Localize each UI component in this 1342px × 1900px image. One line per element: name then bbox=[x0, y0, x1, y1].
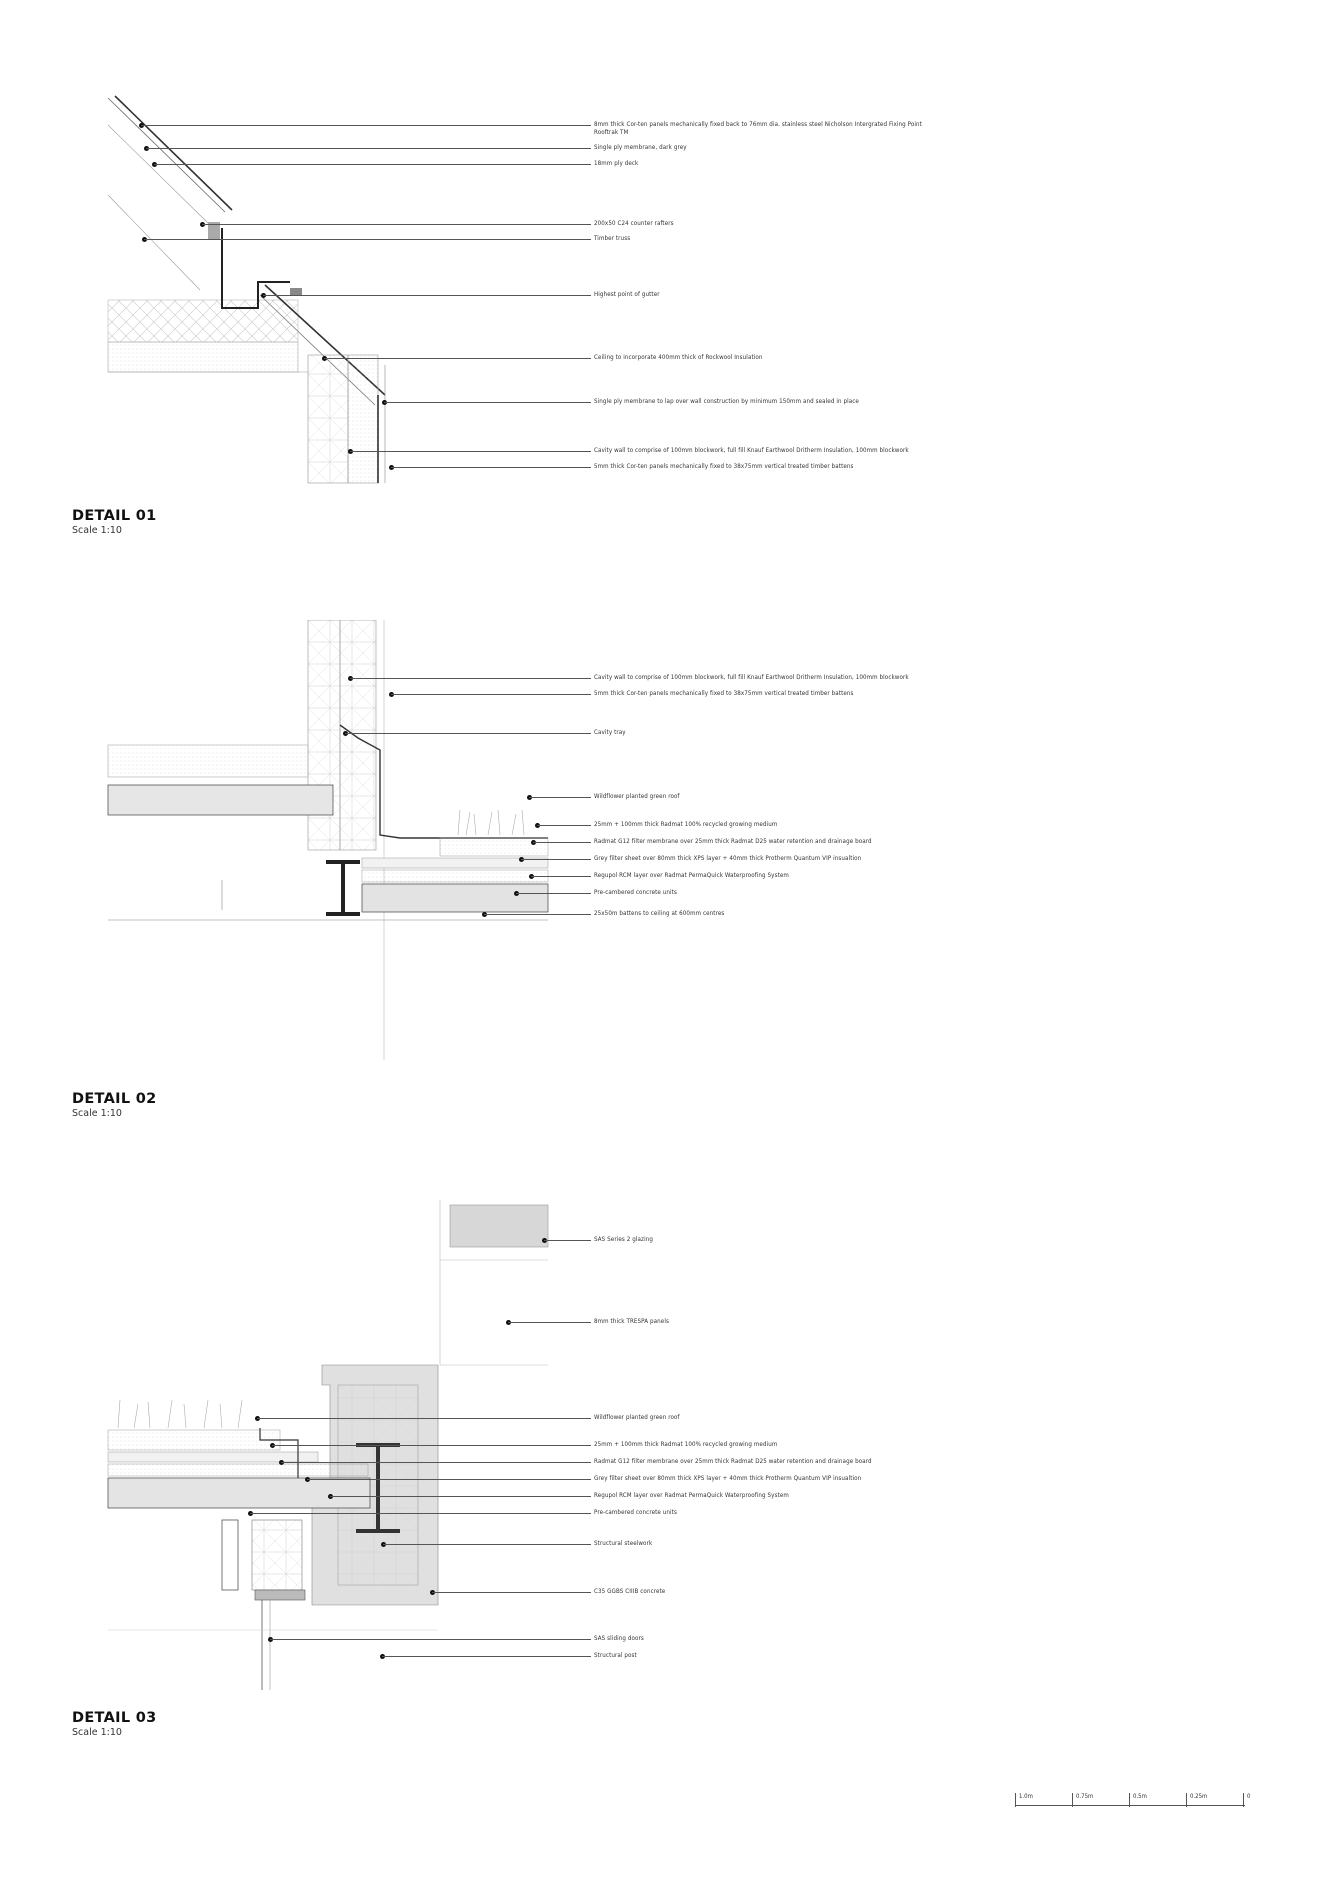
leader-line bbox=[531, 876, 591, 877]
annotation: C35 GGBS CIIIB concrete bbox=[594, 1588, 666, 1595]
annotation: Highest point of gutter bbox=[594, 291, 660, 298]
leader-line bbox=[544, 1240, 591, 1241]
leader-line bbox=[281, 1462, 591, 1463]
leader-line bbox=[537, 825, 591, 826]
detail-01-title: DETAIL 01 bbox=[72, 508, 157, 524]
leader-line bbox=[202, 224, 591, 225]
leader-line bbox=[508, 1322, 591, 1323]
leader-line bbox=[484, 914, 591, 915]
leader-line bbox=[272, 1445, 591, 1446]
leader-line bbox=[533, 842, 591, 843]
annotation: Regupol RCM layer over Radmat PermaQuick Waterproofing System bbox=[594, 872, 789, 879]
leader-line bbox=[154, 164, 591, 165]
leader-line bbox=[521, 859, 591, 860]
scale-label: 0.75m bbox=[1076, 1793, 1094, 1800]
detail-02-scale: Scale 1:10 bbox=[72, 1108, 122, 1119]
leader-line bbox=[263, 295, 591, 296]
annotation: Pre-cambered concrete units bbox=[594, 889, 677, 896]
leader-line bbox=[345, 733, 591, 734]
annotation: 8mm thick TRESPA panels bbox=[594, 1318, 669, 1325]
annotation: Cavity tray bbox=[594, 729, 626, 736]
leader-line bbox=[383, 1544, 591, 1545]
leader-line bbox=[391, 694, 591, 695]
leader-line bbox=[529, 797, 591, 798]
leader-line bbox=[350, 451, 591, 452]
annotation: 8mm thick Cor-ten panels mechanically fixed back to 76mm dia. stainless steel Nicholson Intergrated Fixing Point Rooftrak TM bbox=[594, 121, 922, 136]
detail-03-title: DETAIL 03 bbox=[72, 1710, 157, 1726]
scale-label: 0.25m bbox=[1190, 1793, 1208, 1800]
annotation: Ceiling to incorporate 400mm thick of Rockwool Insulation bbox=[594, 354, 763, 361]
scale-label: 1.0m bbox=[1019, 1793, 1033, 1800]
detail-02-title: DETAIL 02 bbox=[72, 1091, 157, 1107]
leader-line bbox=[257, 1418, 591, 1419]
annotation: Cavity wall to comprise of 100mm blockwork, full fill Knauf Earthwool Dritherm Insulation, 100mm blockwork bbox=[594, 674, 909, 681]
annotation: Single ply membrane, dark grey bbox=[594, 144, 687, 151]
leader-line bbox=[382, 1656, 591, 1657]
annotation: Grey filter sheet over 80mm thick XPS layer + 40mm thick Protherm Quantum VIP insualtion bbox=[594, 1475, 862, 1482]
annotation: Structural steelwork bbox=[594, 1540, 653, 1547]
annotation: Grey filter sheet over 80mm thick XPS layer + 40mm thick Protherm Quantum VIP insualtion bbox=[594, 855, 862, 862]
annotation: 25mm + 100mm thick Radmat 100% recycled growing medium bbox=[594, 821, 778, 828]
scale-label: 0.5m bbox=[1133, 1793, 1147, 1800]
annotation: Single ply membrane to lap over wall construction by minimum 150mm and sealed in place bbox=[594, 398, 859, 405]
annotation: Radmat G12 filter membrane over 25mm thick Radmat D25 water retention and drainage board bbox=[594, 1458, 872, 1465]
annotation: SAS Series 2 glazing bbox=[594, 1236, 653, 1243]
annotation: Wildflower planted green roof bbox=[594, 793, 680, 800]
annotation: Wildflower planted green roof bbox=[594, 1414, 680, 1421]
annotation: 25mm + 100mm thick Radmat 100% recycled growing medium bbox=[594, 1441, 778, 1448]
leader-line bbox=[144, 239, 591, 240]
annotation: 5mm thick Cor-ten panels mechanically fixed to 38x75mm vertical treated timber battens bbox=[594, 463, 854, 470]
leader-line bbox=[270, 1639, 591, 1640]
leader-line bbox=[384, 402, 591, 403]
annotation: Structural post bbox=[594, 1652, 637, 1659]
detail-03-scale: Scale 1:10 bbox=[72, 1727, 122, 1738]
annotation: 5mm thick Cor-ten panels mechanically fixed to 38x75mm vertical treated timber battens bbox=[594, 690, 854, 697]
annotation: 18mm ply deck bbox=[594, 160, 639, 167]
leader-line bbox=[250, 1513, 591, 1514]
annotation: Regupol RCM layer over Radmat PermaQuick Waterproofing System bbox=[594, 1492, 789, 1499]
leader-line bbox=[141, 125, 591, 126]
leader-line bbox=[432, 1592, 591, 1593]
leader-line bbox=[146, 148, 591, 149]
annotation: Radmat G12 filter membrane over 25mm thick Radmat D25 water retention and drainage board bbox=[594, 838, 872, 845]
annotation: Pre-cambered concrete units bbox=[594, 1509, 677, 1516]
scale-bar bbox=[1015, 1793, 1251, 1807]
annotation: SAS sliding doors bbox=[594, 1635, 644, 1642]
annotation: Cavity wall to comprise of 100mm blockwork, full fill Knauf Earthwool Dritherm Insulation, 100mm blockwork bbox=[594, 447, 909, 454]
leader-line bbox=[307, 1479, 591, 1480]
leader-line bbox=[324, 358, 591, 359]
leader-line bbox=[350, 678, 591, 679]
detail-01-drawing bbox=[0, 0, 1342, 500]
scale-label: 0 bbox=[1247, 1793, 1251, 1800]
annotation: 200x50 C24 counter rafters bbox=[594, 220, 674, 227]
annotation: Timber truss bbox=[594, 235, 631, 242]
leader-line bbox=[516, 893, 591, 894]
leader-line bbox=[330, 1496, 591, 1497]
detail-01-scale: Scale 1:10 bbox=[72, 525, 122, 536]
leader-line bbox=[391, 467, 591, 468]
annotation: 25x50m battens to ceiling at 600mm centres bbox=[594, 910, 725, 917]
